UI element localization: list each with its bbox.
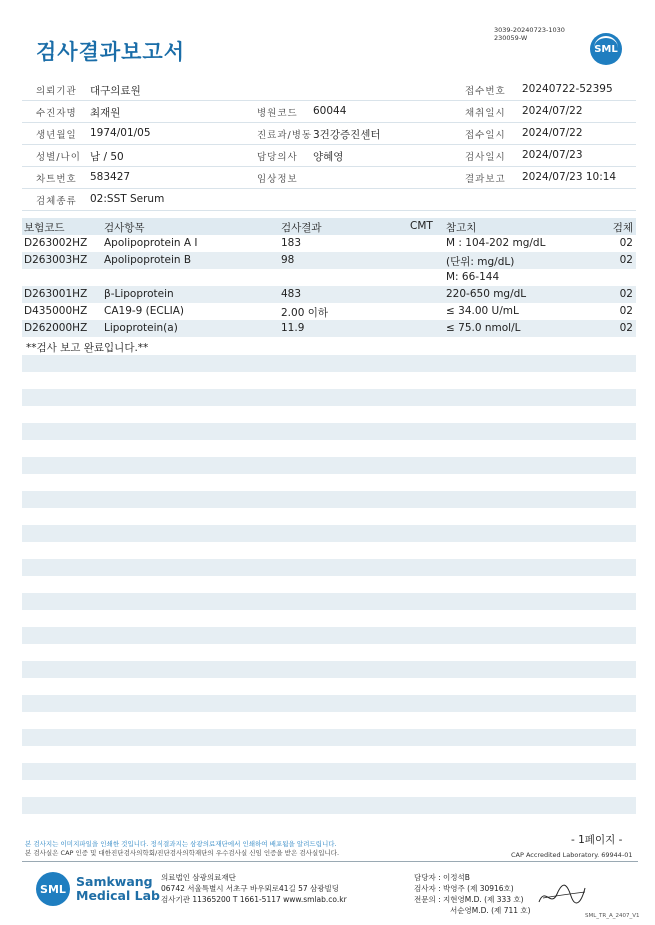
empty-row-band (22, 797, 636, 814)
header-result: 검사결과 (281, 222, 322, 234)
info-value-v1: 583427 (90, 171, 131, 183)
cell-spec: 02 (619, 254, 633, 266)
empty-row-band (22, 593, 636, 610)
info-label-l3: 접수번호 (465, 86, 506, 97)
info-label-l1: 생년월일 (36, 130, 77, 141)
staff-manager: 담당자 : 이정석B (414, 873, 470, 882)
report-complete-text: **검사 보고 완료입니다.** (26, 342, 149, 354)
cell-item: CA19-9 (ECLIA) (104, 305, 184, 317)
info-label-l1: 성별/나이 (36, 152, 81, 163)
table-row (22, 235, 636, 252)
cell-ref: 220-650 mg/dL (446, 288, 527, 300)
table-row (22, 286, 636, 303)
empty-row-band (22, 355, 636, 372)
info-value-v1: 02:SST Serum (90, 193, 165, 205)
footer-logo-text: SML (40, 882, 66, 896)
info-label-l1: 수진자명 (36, 108, 77, 119)
cell-spec: 02 (619, 322, 633, 334)
header-specimen: 검체 (612, 222, 633, 234)
cell-ref: ≤ 34.00 U/mL (446, 305, 519, 317)
info-value-v1: 1974/01/05 (90, 127, 151, 139)
cell-code: D263001HZ (24, 288, 88, 300)
empty-row-band (22, 695, 636, 712)
info-value-v3: 20240722-52395 (522, 83, 613, 95)
info-value-v1: 대구의료원 (90, 85, 141, 97)
empty-row-band (22, 627, 636, 644)
empty-row-band (22, 525, 636, 542)
patient-info-table (22, 79, 636, 211)
empty-row-band (22, 457, 636, 474)
info-value-v1: 남 / 50 (90, 151, 124, 163)
signature-icon (535, 880, 589, 910)
table-row (22, 252, 636, 269)
table-row (22, 320, 636, 337)
page-number: - 1페이지 - (571, 834, 623, 846)
cell-code: D262000HZ (24, 322, 88, 334)
info-row (22, 189, 636, 211)
info-value-v3: 2024/07/22 (522, 105, 583, 117)
footer-divider (22, 861, 638, 862)
info-label-l3: 접수일시 (465, 130, 506, 141)
info-row (22, 123, 636, 145)
info-row (22, 167, 636, 189)
info-value-v3: 2024/07/23 (522, 149, 583, 161)
footer-logo-icon (36, 872, 70, 906)
cell-item: Apolipoprotein B (104, 254, 192, 266)
empty-row-band (22, 389, 636, 406)
empty-row-band (22, 661, 636, 678)
info-label-l3: 결과보고 (465, 174, 506, 185)
address-line1: 의료법인 삼광의료재단 (161, 873, 236, 882)
company-name (76, 875, 160, 903)
table-row (22, 269, 636, 286)
accreditation-notice: 본 검사실은 CAP 인증 및 대한진단검사의학회/진단검사의학재단의 우수검사실 신임 인증을 받은 검사실입니다. (25, 849, 340, 857)
page-title: 검사결과보고서 (36, 40, 186, 64)
header-insurance-code: 보험코드 (24, 222, 65, 234)
empty-row-band (22, 729, 636, 746)
info-row (22, 145, 636, 167)
info-label-l2: 진료과/병동 (257, 130, 313, 141)
footnote (25, 840, 475, 858)
document-id-line2: 230059-W (494, 34, 528, 42)
info-row (22, 101, 636, 123)
empty-row-band (22, 423, 636, 440)
info-value-v1: 최재원 (90, 107, 121, 119)
staff-tester: 검사자 : 박영주 (제 30916호) (414, 884, 514, 893)
info-value-v2: 60044 (313, 105, 347, 117)
sml-logo-icon (590, 33, 622, 65)
info-label-l1: 차트번호 (36, 174, 77, 185)
info-value-v2: 양혜영 (313, 151, 344, 163)
document-id (494, 26, 565, 42)
info-value-v2: 3건강증진센터 (313, 129, 381, 141)
cell-code: D263002HZ (24, 237, 88, 249)
info-value-v3: 2024/07/23 10:14 (522, 171, 617, 183)
cell-result: 98 (281, 254, 295, 266)
header-cmt: CMT (410, 220, 433, 232)
cell-item: Lipoprotein(a) (104, 322, 178, 334)
empty-row-band (22, 763, 636, 780)
cell-ref: M : 104-202 mg/dL (446, 237, 546, 249)
table-row (22, 303, 636, 320)
info-label-l2: 병원코드 (257, 108, 298, 119)
empty-row-band (22, 559, 636, 576)
cell-item: β-Lipoprotein (104, 288, 174, 300)
result-table (22, 218, 636, 337)
address-line2: 06742 서울특별시 서초구 바우뫼로41길 57 삼광빌딩 (161, 884, 340, 893)
logo-text: SML (594, 43, 618, 55)
company-name-line2: Medical Lab (76, 888, 160, 903)
staff-list (414, 872, 531, 916)
cell-item: Apolipoprotein A I (104, 237, 198, 249)
info-label-l1: 검체종류 (36, 196, 77, 207)
result-table-header (22, 218, 636, 235)
empty-row-band (22, 491, 636, 508)
info-label-l3: 검사일시 (465, 152, 506, 163)
cell-spec: 02 (619, 305, 633, 317)
staff-specialist-1: 전문의 : 지현영M.D. (제 333 호) (414, 895, 524, 904)
header-reference: 참고치 (446, 222, 477, 234)
info-label-l3: 채취일시 (465, 108, 506, 119)
info-label-l2: 임상정보 (257, 174, 298, 185)
cell-code: D263003HZ (24, 254, 88, 266)
cell-spec: 02 (619, 237, 633, 249)
form-code: SML_TR_A_2407_V1 (585, 913, 640, 919)
header-test-item: 검사항목 (104, 222, 145, 234)
cell-result: 11.9 (281, 322, 305, 334)
staff-specialist-2: 서순영M.D. (제 711 호) (450, 906, 531, 915)
cell-result: 2.00 이하 (281, 307, 329, 319)
info-label-l2: 담당의사 (257, 152, 298, 163)
cell-result: 183 (281, 237, 302, 249)
address-line3: 검사기관 11365200 T 1661-5117 www.smlab.co.kr (161, 895, 347, 904)
company-name-line1: Samkwang (76, 874, 153, 889)
info-row (22, 79, 636, 101)
print-notice: 본 검사지는 이미지파일을 인쇄한 것입니다. 정식결과지는 삼광의료재단에서 인쇄하여 배포됨을 알려드립니다. (25, 840, 337, 848)
cell-code: D435000HZ (24, 305, 88, 317)
cell-ref: ≤ 75.0 nmol/L (446, 322, 521, 334)
cell-ref: (단위: mg/dL) (446, 256, 515, 268)
cell-spec: 02 (619, 288, 633, 300)
info-value-v3: 2024/07/22 (522, 127, 583, 139)
cap-accreditation: CAP Accredited Laboratory. 69944-01 (511, 851, 633, 859)
cell-ref: M: 66-144 (446, 271, 500, 283)
company-address (161, 872, 347, 905)
cell-result: 483 (281, 288, 302, 300)
info-label-l1: 의뢰기관 (36, 86, 77, 97)
document-id-line1: 3039-20240723-1030 (494, 26, 565, 34)
